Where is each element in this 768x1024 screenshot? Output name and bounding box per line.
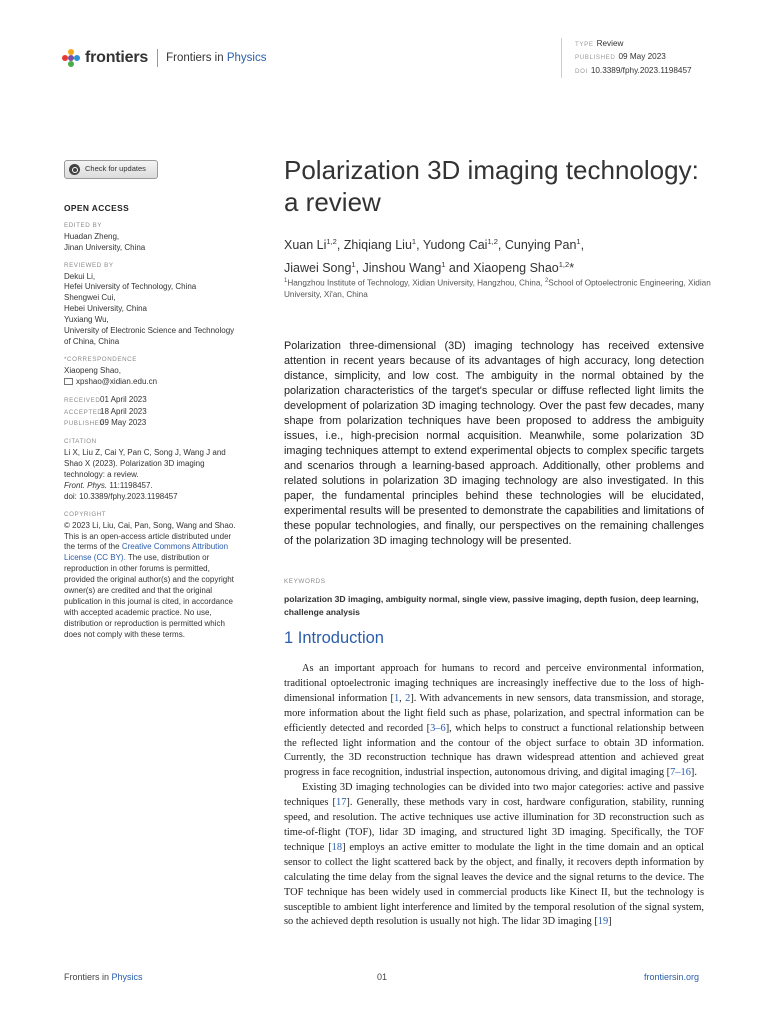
author-list: Xuan Li$^{1,2}$, Zhiqiang Liu$^1$, Yudong Cai$^{1,2}$, Cunying Pan$^1$, Jiawei Song$^1$, Jinshou Wang$^1$ and Xiaopeng Shao$^{1,2}$* xyxy=(284,237,585,276)
paragraph-1: As an important approach for humans to record and perceive environmental information, traditional optoelectronic imaging techniques are increasingly ineffective due to the loss of high-dimensional information [1, 2]. With advancements in new sensors, data transmission, and storage, more information about the light field such as phase, polarization, and spectral information can be efficiently detected and recorded [3–6], which helps to construct a functional relationship between the reflected light information and the contour of the object surface to obtain 3D information. Currently, the 3D reconstruction technique has drawn widespread attention and achieved great progress in face recognition, industrial inspection, autonomous driving, and digital imaging [7–16]. xyxy=(284,663,704,779)
author[interactable]: Jinshou Wang$^1$ xyxy=(362,260,446,276)
footer-journal: Frontiers in Physics xyxy=(64,972,143,982)
open-access-label: OPEN ACCESS xyxy=(64,203,130,213)
ref-link[interactable]: 7–16 xyxy=(670,767,691,779)
email-link[interactable]: xpshao@xidian.edu.cn xyxy=(76,376,158,386)
journal-title: Frontiers in Physics xyxy=(166,52,267,64)
section-heading: 1 Introduction xyxy=(284,629,384,647)
ref-link[interactable]: 18 xyxy=(331,841,343,853)
sidebar xyxy=(64,160,238,648)
ref-link[interactable]: 17 xyxy=(336,797,347,809)
edited-by-section: EDITED BY Huadan Zheng, Jinan University, China xyxy=(64,221,146,252)
update-icon xyxy=(69,164,80,175)
author[interactable]: Yudong Cai$^{1,2}$ xyxy=(422,237,498,253)
paragraph-2: Existing 3D imaging technologies can be divided into two major categories: active and passive techniques [17]. Generally, these methods vary in cost, hardware configuration, stability, running speed, and resolution. The active techniques use active illumination for 3D reconstruction such as time-of-flight (TOF), lidar 3D imaging, and structured light 3D imaging. Specifically, the TOF technique [18] employs an active emitter to modulate the light in the time domain and an optical sensor to collect the light scattered back by the object, and finally, it recovers depth information by calculating the time delay from the signal leaves the device and the signal returns to the device. The TOF technique has been widely used in commercial products like Kinect II, but the technology is susceptible to ambient light interference and limited by the temporal resolution of the signal system, so the achieved depth resolution is usually not high. The lidar 3D imaging [19] xyxy=(284,782,705,928)
ref-link[interactable]: 19 xyxy=(597,916,609,928)
article-title: Polarization 3D imaging technology: a review xyxy=(284,155,699,217)
meta-type: TYPE Review xyxy=(575,39,624,48)
header-divider xyxy=(157,49,158,67)
reviewed-by-section: REVIEWED BY Dekui Li, Hefei University of Technology, China Shengwei Cui, Hebei University, China Yuxiang Wu, University of Electronic Science and Technology of China, China xyxy=(64,261,235,346)
mail-icon xyxy=(64,378,73,385)
ref-link[interactable]: 1 xyxy=(393,692,400,704)
article-meta xyxy=(561,38,692,78)
keywords: polarization 3D imaging, ambiguity normal, single view, passive imaging, depth fusion, deep learning, challenge analysis xyxy=(284,594,699,617)
affiliations: $^1$Hangzhou Institute of Technology, Xidian University, Hangzhou, China, $^2$School of Optoelectronic Engineering, Xidian University, Xi'an, China xyxy=(284,278,711,300)
author[interactable]: Xiaopeng Shao$^{1,2}$ xyxy=(473,260,570,276)
footer-site-link[interactable]: frontiersin.org xyxy=(644,972,700,982)
ref-link[interactable]: 3–6 xyxy=(430,722,446,734)
correspondence-section: *CORRESPONDENCE Xiaopeng Shao, xpshao@xidian.edu.cn xyxy=(64,355,158,386)
author[interactable]: Jiawei Song$^1$ xyxy=(284,260,356,276)
meta-published: PUBLISHED 09 May 2023 xyxy=(575,52,666,62)
citation-section: CITATION Li X, Liu Z, Cai Y, Pan C, Song J, Wang J and Shao X (2023). Polarization 3D imaging technology: a review. Front. Phys. 11:1198457. doi: 10.3389/fphy.2023.1198457 xyxy=(64,438,226,501)
author[interactable]: Cunying Pan$^1$ xyxy=(504,237,581,253)
author[interactable]: Xuan Li$^{1,2}$ xyxy=(284,237,337,253)
frontiers-logo[interactable] xyxy=(62,48,266,68)
page-number: 01 xyxy=(377,972,388,982)
copyright-section: COPYRIGHT © 2023 Li, Liu, Cai, Pan, Song, Wang and Shao. This is an open-access article distributed under the terms of the Creative Commons Attribution License (CC BY). The use, distribution or reproduction in other forums is permitted, provided the original author(s) and the copyright owner(s) are credited and that the original publication in this journal is cited, in accordance with accepted academic practice. No use, distribution or reproduction is permitted which does not comply with these terms. xyxy=(64,510,236,639)
frontiers-logo-icon xyxy=(62,49,80,67)
brand-name: frontiers xyxy=(85,49,149,66)
abstract: Polarization three-dimensional (3D) imaging technology has received extensive attention in recent years because of its advantages of high accuracy, long detection distance, simplicity, and low cost. The ambiguity in the normal obtained by the polarization characteristics of the target's specular or diffuse reflected light limits the development of polarization 3D imaging technology. Over the past few decades, many shape from polarization techniques have been proposed to address the ambiguity issues, i.e., high-precision normal acquisition. Meanwhile, some polarization 3D imaging techniques attempt to extend experimental objects to complex specific targets and scenarios through a learning-based approach. Additionally, other problems and related solutions in polarization 3D imaging technology are also investigated. In this paper, the fundamental principles behind these technologies will be elucidated, experimental results will be presented to demonstrate the capabilities and limitations of these popular technologies, and finally, our perspectives on the remaining challenges of the polarization 3D imaging technology will be presented. xyxy=(284,340,704,547)
ref-link[interactable]: 2 xyxy=(405,692,411,704)
body-text xyxy=(284,662,704,930)
meta-doi: DOI 10.3389/fphy.2023.1198457 xyxy=(575,65,692,75)
keywords-label: KEYWORDS xyxy=(284,578,326,585)
check-for-updates-button[interactable]: Check for updates xyxy=(64,160,158,179)
dates-section: RECEIVED01 April 2023 ACCEPTED18 April 2023 PUBLISHED09 May 2023 xyxy=(64,394,147,428)
cc-by-license-link[interactable]: Creative Commons Attribution License (CC BY). xyxy=(64,542,229,563)
author[interactable]: Zhiqiang Liu$^1$ xyxy=(343,237,417,253)
